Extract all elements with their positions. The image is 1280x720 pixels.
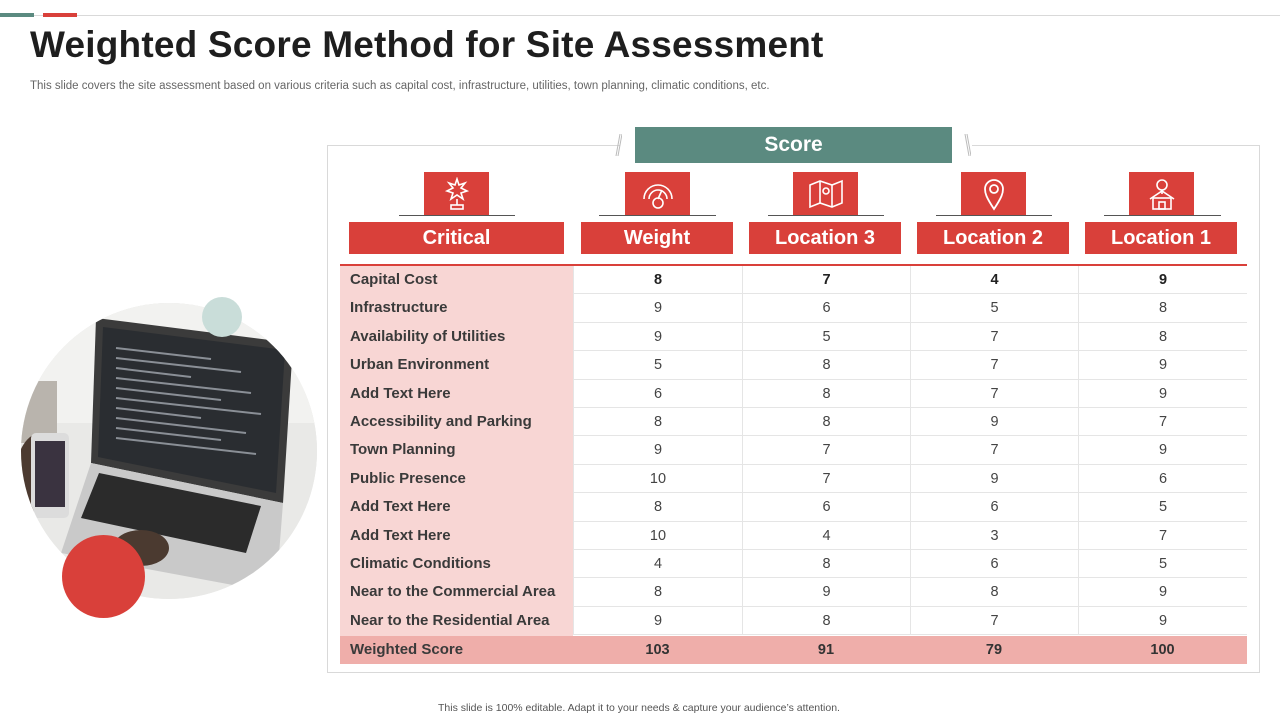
cell-location-1: 8	[1078, 323, 1247, 351]
cell-location-1: 5	[1078, 550, 1247, 578]
slash-left-decoration	[614, 134, 622, 156]
row-label: Town Planning	[350, 441, 456, 459]
table-row	[340, 294, 1247, 322]
page-title: Weighted Score Method for Site Assessment	[30, 24, 824, 65]
row-label: Add Text Here	[350, 498, 451, 516]
cell-location-3: 9	[742, 578, 910, 606]
cell-location-2: 4	[910, 266, 1078, 294]
cell-location-3: 6	[742, 493, 910, 521]
cell-location-3: 8	[742, 380, 910, 408]
header-critical: Critical	[349, 222, 564, 254]
footer-note: This slide is 100% editable. Adapt it to your needs & capture your audience’s attention.	[438, 702, 840, 714]
cell-location-1: 7	[1078, 408, 1247, 436]
table-row	[340, 465, 1247, 493]
row-label: Near to the Commercial Area	[350, 583, 556, 601]
cell-weight: 9	[573, 436, 742, 464]
cell-location-3: 7	[742, 266, 910, 294]
icon-underline	[399, 215, 515, 216]
total-location-1: 100	[1150, 642, 1175, 658]
decorative-red-circle	[62, 535, 145, 618]
cell-weight: 6	[573, 380, 742, 408]
table-row	[340, 607, 1247, 635]
cell-location-3: 7	[742, 436, 910, 464]
table-row	[340, 266, 1247, 294]
cell-location-2: 3	[910, 522, 1078, 550]
cell-location-2: 6	[910, 493, 1078, 521]
slash-right-decoration	[963, 134, 971, 156]
cell-location-2: 9	[910, 408, 1078, 436]
laptop-photo	[21, 303, 317, 599]
header-location-2: Location 2	[917, 222, 1069, 254]
top-accent-red	[43, 13, 77, 17]
cell-location-3: 8	[742, 408, 910, 436]
cell-location-1: 6	[1078, 465, 1247, 493]
location-pin-icon	[961, 172, 1026, 215]
cell-location-3: 8	[742, 550, 910, 578]
cell-weight: 9	[573, 294, 742, 322]
table-row	[340, 351, 1247, 379]
total-location-3: 91	[817, 642, 835, 658]
table-row	[340, 408, 1247, 436]
table-row	[340, 522, 1247, 550]
cell-weight: 8	[573, 266, 742, 294]
cell-location-1: 7	[1078, 522, 1247, 550]
cell-weight: 5	[573, 351, 742, 379]
map-icon	[793, 172, 858, 215]
cell-location-2: 7	[910, 607, 1078, 635]
row-label: Add Text Here	[350, 526, 451, 544]
cell-weight: 8	[573, 408, 742, 436]
cell-location-1: 9	[1078, 380, 1247, 408]
total-location-2: 79	[985, 642, 1003, 658]
top-rule	[0, 15, 1280, 16]
header-location-3: Location 3	[749, 222, 901, 254]
cell-location-2: 7	[910, 436, 1078, 464]
score-banner: Score	[635, 127, 952, 163]
cell-location-2: 5	[910, 294, 1078, 322]
cell-location-2: 7	[910, 323, 1078, 351]
total-label: Weighted Score	[350, 641, 464, 658]
cell-location-1: 9	[1078, 436, 1247, 464]
award-trophy-icon	[424, 172, 489, 215]
cell-weight: 9	[573, 323, 742, 351]
cell-weight: 9	[573, 607, 742, 635]
weighted-score-row	[340, 636, 1247, 664]
icon-underline	[768, 215, 884, 216]
cell-location-1: 9	[1078, 607, 1247, 635]
cell-location-2: 7	[910, 380, 1078, 408]
speedometer-icon	[625, 172, 690, 215]
cell-location-1: 9	[1078, 351, 1247, 379]
cell-location-1: 9	[1078, 578, 1247, 606]
cell-weight: 8	[573, 578, 742, 606]
cell-location-3: 4	[742, 522, 910, 550]
row-label: Infrastructure	[350, 299, 448, 317]
cell-location-2: 7	[910, 351, 1078, 379]
cell-weight: 4	[573, 550, 742, 578]
icon-underline	[599, 215, 716, 216]
icon-underline	[936, 215, 1052, 216]
table-row	[340, 550, 1247, 578]
decorative-teal-circle	[202, 297, 242, 337]
row-label: Accessibility and Parking	[350, 413, 532, 430]
header-location-1: Location 1	[1085, 222, 1237, 254]
home-location-icon	[1129, 172, 1194, 215]
cell-location-3: 6	[742, 294, 910, 322]
row-label: Availability of Utilities	[350, 327, 506, 345]
table-row	[340, 578, 1247, 606]
icon-underline	[1104, 215, 1221, 216]
table-row	[340, 493, 1247, 521]
top-accent-teal	[0, 13, 34, 17]
cell-location-2: 8	[910, 578, 1078, 606]
row-label: Climatic Conditions	[350, 555, 491, 572]
cell-location-2: 9	[910, 465, 1078, 493]
cell-location-2: 6	[910, 550, 1078, 578]
cell-weight: 10	[573, 522, 742, 550]
cell-location-1: 8	[1078, 294, 1247, 322]
table-row	[340, 436, 1247, 464]
cell-location-3: 7	[742, 465, 910, 493]
row-label: Capital Cost	[350, 271, 438, 288]
cell-location-3: 5	[742, 323, 910, 351]
table-row	[340, 323, 1247, 351]
total-weight: 103	[645, 642, 670, 658]
page-subtitle: This slide covers the site assessment based on various criteria such as capital cost, infrastructure, utilities, town planning, climatic conditions, etc.	[30, 80, 770, 92]
cell-weight: 10	[573, 465, 742, 493]
header-weight: Weight	[581, 222, 733, 254]
row-label: Add Text Here	[350, 384, 451, 402]
cell-location-1: 5	[1078, 493, 1247, 521]
cell-location-3: 8	[742, 607, 910, 635]
cell-location-1: 9	[1078, 266, 1247, 294]
cell-weight: 8	[573, 493, 742, 521]
table-row	[340, 380, 1247, 408]
cell-location-3: 8	[742, 351, 910, 379]
row-label: Near to the Residential Area	[350, 611, 550, 629]
row-label: Public Presence	[350, 469, 466, 487]
row-label: Urban Environment	[350, 356, 490, 374]
